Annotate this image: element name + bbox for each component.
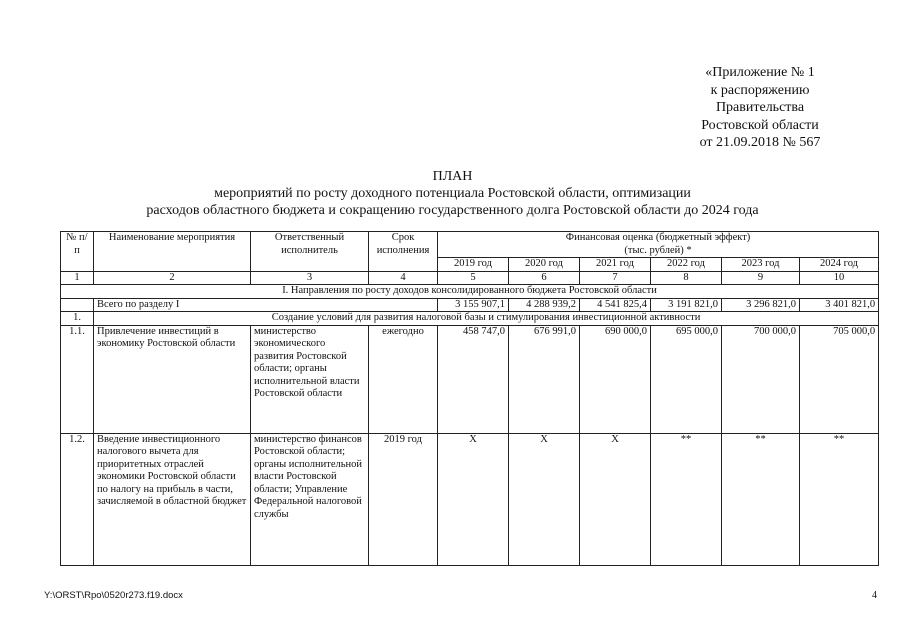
row-term: 2019 год bbox=[369, 433, 438, 565]
column-number: 5 bbox=[438, 271, 509, 285]
row-value: X bbox=[438, 433, 509, 565]
header-num: № п/п bbox=[61, 232, 94, 272]
header-finance-unit: (тыс. рублей) * bbox=[624, 244, 692, 256]
total-value: 3 155 907,1 bbox=[438, 298, 509, 312]
table-row bbox=[61, 433, 879, 565]
header-term: Срок исполнения bbox=[369, 232, 438, 272]
header-year: 2020 год bbox=[509, 258, 580, 272]
row-value: 700 000,0 bbox=[722, 325, 800, 433]
page-number: 4 bbox=[872, 590, 877, 601]
column-number: 3 bbox=[251, 271, 369, 285]
column-number: 7 bbox=[580, 271, 651, 285]
header-year: 2021 год bbox=[580, 258, 651, 272]
row-name: Привлечение инвестиций в экономику Ростовской области bbox=[94, 325, 251, 433]
column-number: 1 bbox=[61, 271, 94, 285]
appendix-line-1: «Приложение № 1 bbox=[705, 65, 815, 80]
table-row bbox=[61, 325, 879, 433]
total-value: 3 191 821,0 bbox=[651, 298, 722, 312]
group-num: 1. bbox=[61, 312, 94, 326]
row-value: 676 991,0 bbox=[509, 325, 580, 433]
header-year: 2022 год bbox=[651, 258, 722, 272]
plan-title: ПЛАН bbox=[432, 169, 473, 184]
row-executor: министерство финансов Ростовской области; органы исполнительной власти Ростовской области; Управление Федеральной налоговой службы bbox=[251, 433, 369, 565]
header-year: 2024 год bbox=[800, 258, 879, 272]
row-value: 458 747,0 bbox=[438, 325, 509, 433]
appendix-line-4: Ростовской области bbox=[701, 117, 819, 133]
plan-subtitle-line-2: расходов областного бюджета и сокращению государственного долга Ростовской области до 2024 года bbox=[146, 203, 759, 218]
column-numbers-row bbox=[61, 271, 879, 285]
section-title: I. Направления по росту доходов консолидированного бюджета Ростовской области bbox=[61, 285, 879, 299]
total-num bbox=[61, 298, 94, 312]
appendix-line-2: к распоряжению bbox=[710, 82, 810, 98]
header-finance bbox=[438, 232, 879, 258]
row-value: ** bbox=[651, 433, 722, 565]
row-value: ** bbox=[800, 433, 879, 565]
row-value: X bbox=[509, 433, 580, 565]
row-value: X bbox=[580, 433, 651, 565]
column-number: 8 bbox=[651, 271, 722, 285]
plan-subtitle-line-1: мероприятий по росту доходного потенциала Ростовской области, оптимизации bbox=[214, 186, 691, 201]
total-value: 3 401 821,0 bbox=[800, 298, 879, 312]
header-year: 2023 год bbox=[722, 258, 800, 272]
header-row bbox=[61, 232, 879, 258]
total-value: 4 541 825,4 bbox=[580, 298, 651, 312]
row-executor: министерство экономического развития Ростовской области; органы исполнительной власти Ростовской области bbox=[251, 325, 369, 433]
header-executor: Ответственный исполнитель bbox=[251, 232, 369, 272]
row-value: 690 000,0 bbox=[580, 325, 651, 433]
row-name: Введение инвестиционного налогового вычета для приоритетных отраслей экономики Ростовской области по налогу на прибыль в части, зачисляемой в областной бюджет bbox=[94, 433, 251, 565]
group-title: Создание условий для развития налоговой базы и стимулирования инвестиционной активности bbox=[94, 312, 879, 326]
column-number: 10 bbox=[800, 271, 879, 285]
header-year: 2019 год bbox=[438, 258, 509, 272]
total-row bbox=[61, 298, 879, 312]
plan-table bbox=[60, 231, 879, 566]
appendix-line-3: Правительства bbox=[715, 100, 805, 115]
row-num: 1.1. bbox=[61, 325, 94, 433]
row-value: 705 000,0 bbox=[800, 325, 879, 433]
footer-file-path: Y:\ORST\Rpo\0520r273.f19.docx bbox=[44, 590, 183, 601]
column-number: 9 bbox=[722, 271, 800, 285]
row-value: 695 000,0 bbox=[651, 325, 722, 433]
appendix-block bbox=[640, 64, 880, 152]
section-row bbox=[61, 285, 879, 299]
header-name: Наименование мероприятия bbox=[94, 232, 251, 272]
row-value: ** bbox=[722, 433, 800, 565]
row-term: ежегодно bbox=[369, 325, 438, 433]
appendix-line-5: от 21.09.2018 № 567 bbox=[699, 135, 821, 150]
column-number: 2 bbox=[94, 271, 251, 285]
row-num: 1.2. bbox=[61, 433, 94, 565]
column-number: 6 bbox=[509, 271, 580, 285]
total-value: 4 288 939,2 bbox=[509, 298, 580, 312]
header-finance-title: Финансовая оценка (бюджетный эффект) bbox=[565, 232, 751, 243]
group-row bbox=[61, 312, 879, 326]
column-number: 4 bbox=[369, 271, 438, 285]
total-value: 3 296 821,0 bbox=[722, 298, 800, 312]
total-label: Всего по разделу I bbox=[94, 298, 438, 312]
